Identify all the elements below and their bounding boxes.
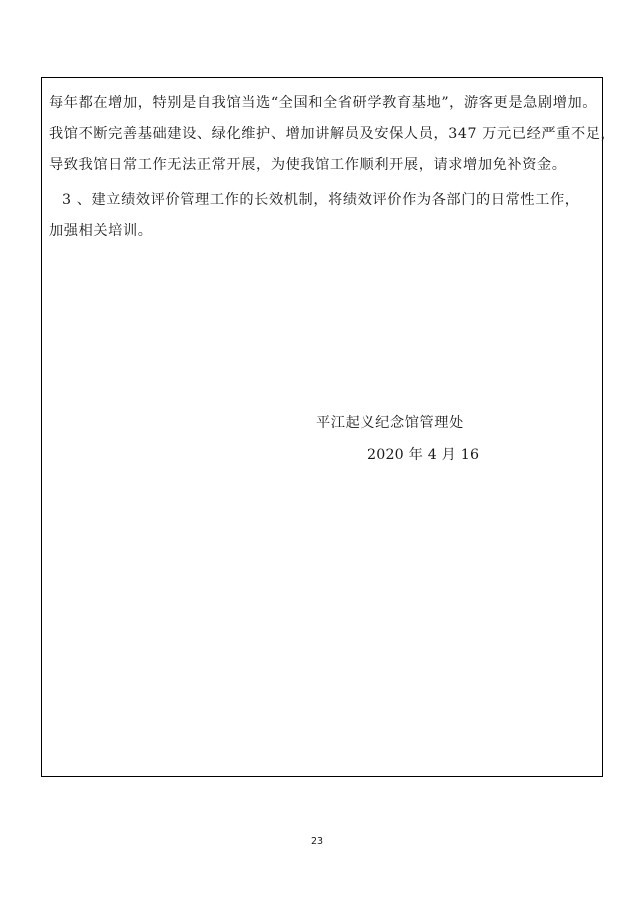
- body-line-1: 每年都在增加，特别是自我馆当选“全国和全省研学教育基地”，游客更是急剧增加。: [49, 95, 598, 111]
- signature-date: 2020 年 4 月 16: [367, 447, 480, 463]
- body-line-5: 加强相关培训。: [49, 223, 153, 239]
- body-line-3: 导致我馆日常工作无法正常开展，为使我馆工作顺利开展，请求增加免补资金。: [49, 157, 567, 173]
- body-line-4: 3 、建立绩效评价管理工作的长效机制，将绩效评价作为各部门的日常性工作，: [62, 192, 580, 208]
- page-number: 23: [310, 836, 324, 847]
- signature-organization: 平江起义纪念馆管理处: [316, 415, 464, 431]
- body-line-2: 我馆不断完善基础建设、绿化维护、增加讲解员及安保人员，347 万元已经严重不足，: [49, 126, 616, 142]
